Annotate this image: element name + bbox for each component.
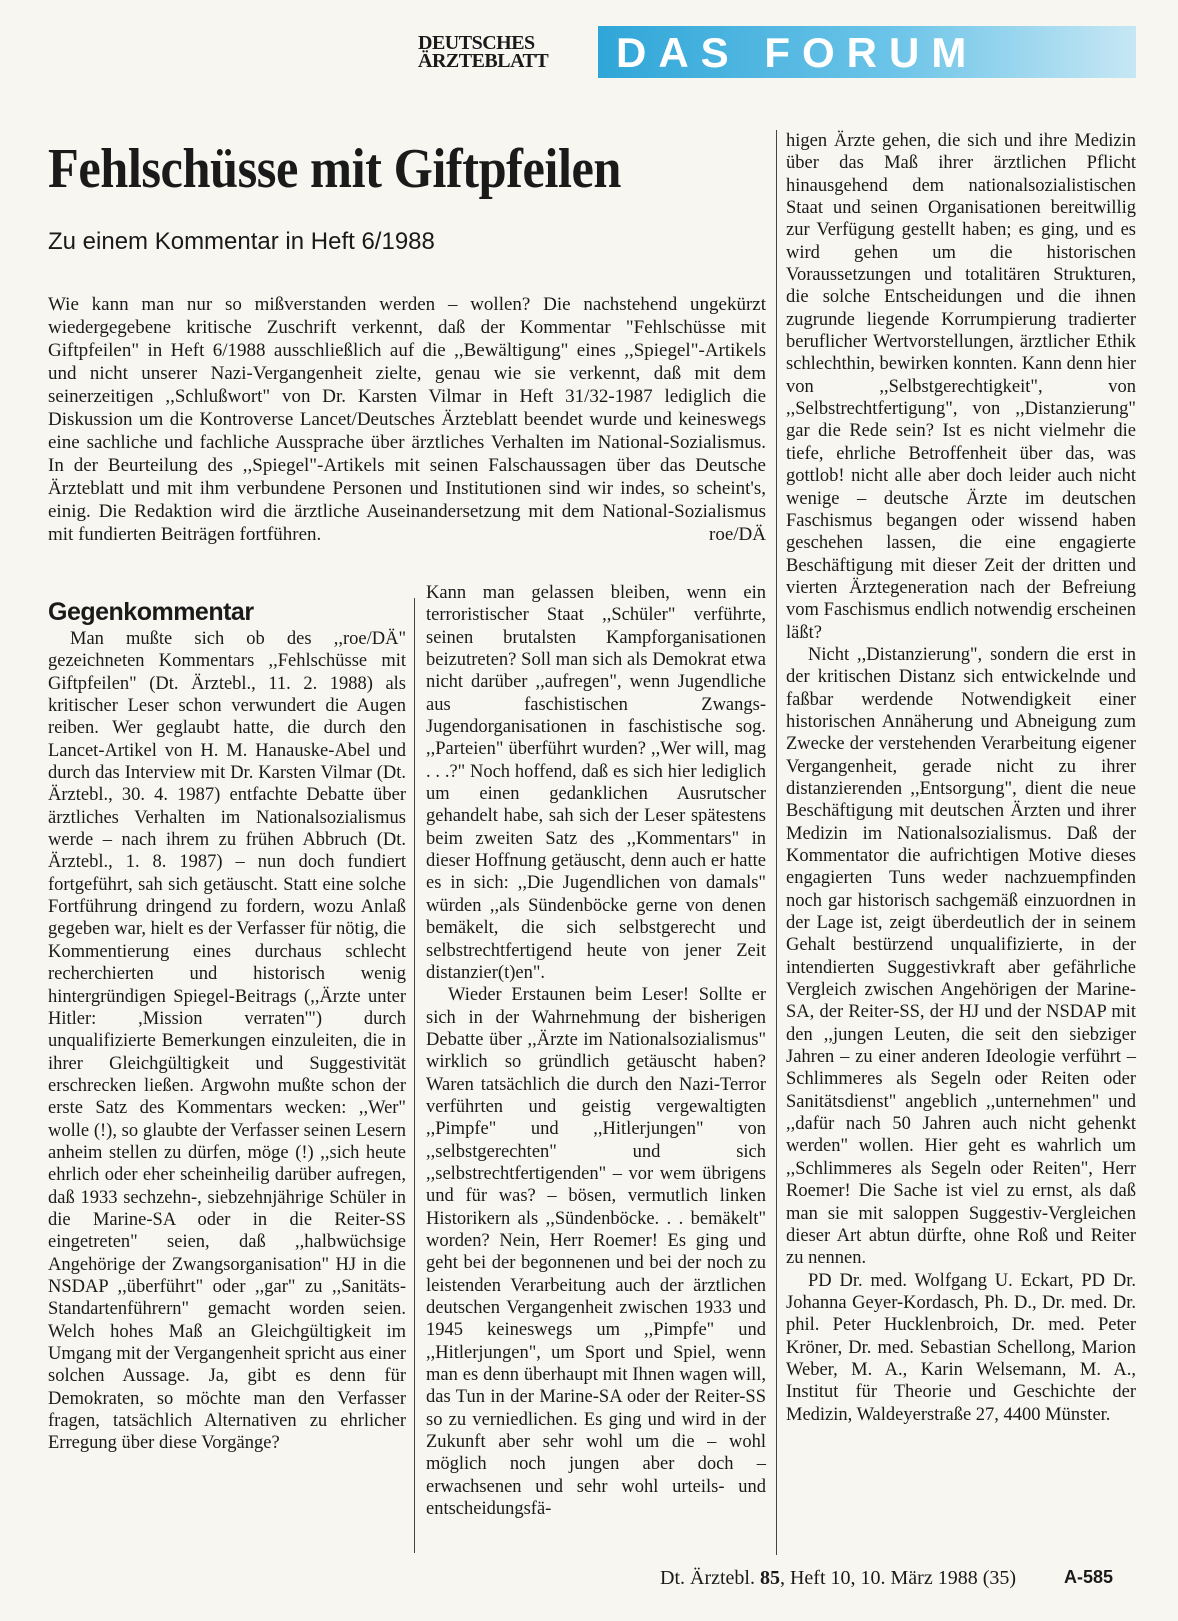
paragraph: Man mußte sich ob des ,,roe/DÄ" gezeichneten Kommentars ,,Fehlschüsse mit Giftpfeilen" (Dt. Ärztebl., 11. 2. 1988) als kritischer Leser schon verwundert die Augen reiben. Wer geglaubt hatte, die durch den Lancet-Artikel von H. M. Hanauske-Abel und durch das Interview mit Dr. Karsten Vilmar (Dt. Ärztebl., 30. 4. 1987) entfachte Debatte über ärztliches Verhalten im Nationalsozialismus werde – nach ihrem zu frühen Abbruch (Dt. Ärztebl., 1. 8. 1987) – nun doch fundiert fortgeführt, sah sich getäuscht. Statt eine solche Fortführung dringend zu fordern, wozu Anlaß gegeben war, hielt es der Verfasser für nötig, die Kommentierung eines durchaus schlecht recherchierten und historisch wenig hintergründigen Spiegel-Beitrags (,,Ärzte unter Hitler: ,Mission verraten'") durch unqualifizierte Bemerkungen einzuleiten, die in ihrer Gleichgültigkeit und Suggestivität erschrecken ließen. Argwohn mußte schon der erste Satz des Kommentars wecken: ,,Wer" wolle (!), so glaubte der Verfasser seinen Lesern anheim stellen zu dürfen, möge (!) ,,sich heute ehrlich oder eher scheinheilig darüber aufregen, daß 1933 sechzehn-, siebzehnjährige Schüler in die Marine-SA oder in die Reiter-SS eingetreten" seien, daß ,,halbwüchsige Angehörige der Zwangsorganisation" HJ in die NSDAP ,,überführt" oder ,,gar" zu ,,Sanitäts-Standartenführern" gemacht worden seien. Welch hohes Maß an Gleichgültigkeit im Umgang mit der Vergangenheit spricht aus einer solchen Aussage. Ja, gibt es denn für Demokraten, so möchte man den Verfasser fragen, tatsächlich Alternativen zu ehrlicher Erregung über diese Vorgänge? (48, 629, 406, 1454)
issue-date: , Heft 10, 10. März 1988 (35) (779, 1567, 1017, 1589)
masthead-line-1: DEUTSCHES (418, 32, 535, 54)
column-divider (414, 598, 415, 1553)
text-column-2 (426, 582, 766, 1520)
section-label: DAS FORUM (616, 29, 979, 76)
paragraph: higen Ärzte gehen, die sich und ihre Medizin über das Maß ihrer ärztlichen Pflicht hinausgehend dem nationalsozialistischen Staat und seinen Organisationen bereitwillig zur Verfügung gestellt haben; es ging, und es wird gehen um die historischen Voraussetzungen und totalitären Strukturen, die solche Entscheidungen und die ihnen zugrunde liegende Korrumpierung tradierter beruflicher Wertvorstellungen, ärztlicher Ethik schlechthin, bewirken konnten. Kann denn hier von ,,Selbstgerechtigkeit", von ,,Selbstrechtfertigung", von ,,Distanzierung" gar die Rede sein? Ist es nicht vielmehr die tiefe, ehrliche Betroffenheit über das, was gottlob! nicht alle aber doch leider auch nicht wenige – deutsche Ärzte im deutschen Faschismus begangen oder wissend haben geschehen lassen, die eine engagierte Beschäftigung mit dieser Zeit der dritten und vierten Ärztegeneration nach der Befreiung vom Faschismus endlich notwendig erscheinen läßt? (786, 131, 1136, 643)
article-subtitle: Zu einem Kommentar in Heft 6/1988 (48, 228, 435, 255)
page-footer (660, 1567, 1016, 1590)
author-signature: PD Dr. med. Wolfgang U. Eckart, PD Dr. Johanna Geyer-Kordasch, Ph. D., Dr. med. Dr. phil. Peter Hucklenbroich, Dr. med. Peter Kröner, Dr. med. Sebastian Schellong, Marion Weber, M. A., Karin Welsemann, M. A., Institut für Theorie und Geschichte der Medizin, Waldeyerstraße 27, 4400 Münster. (786, 1270, 1136, 1425)
intro-signature: roe/DÄ (709, 524, 766, 545)
section-band (598, 26, 1136, 78)
section-heading: Gegenkommentar (48, 598, 254, 626)
editorial-intro (48, 293, 766, 546)
page-number: A-585 (1064, 1567, 1114, 1587)
journal-masthead (418, 34, 598, 70)
text-column-1 (48, 628, 406, 1455)
article-title: Fehlschüsse mit Giftpfeilen (48, 138, 622, 200)
paragraph: Wieder Erstaunen beim Leser! Sollte er sich in der Wahrnehmung der bisherigen Debatte über ,,Ärzte im Nationalsozialismus" wirklich so gründlich getäuscht haben? Waren tatsächlich die durch den Nazi-Terror verführten und geistig vergewaltigten ,,Pimpfe" und ,,Hitlerjungen" von ,,selbstgerechten" und sich ,,selbstrechtfertigenden" – vor wem übrigens und für was? – bösen, vermutlich linken Historikern als ,,Sündenböcke. . . bemäkelt" worden? Nein, Herr Roemer! Es ging und geht bei der begonnenen und bei der noch zu leistenden Verarbeitung auch der ärztlichen deutschen Vergangenheit zwischen 1933 und 1945 keineswegs um ,,Pimpfe" und ,,Hitlerjungen", um Sport und Spiel, wenn man es denn überhaupt mit Ihnen wagen will, das Tun in der Marine-SA oder der Reiter-SS so zu verniedlichen. Es ging und wird in der Zukunft aber sehr wohl um die – wohl möglich noch jungen aber doch – erwachsenen und sehr wohl urteils- und entscheidungsfä- (426, 985, 766, 1520)
masthead-line-2: ÄRZTEBLATT (418, 50, 549, 72)
intro-text: Wie kann man nur so mißverstanden werden – wollen? Die nachstehend ungekürzt wiedergegebene kritische Zuschrift verkennt, daß der Kommentar "Fehlschüsse mit Giftpfeilen" in Heft 6/1988 ausschließlich auf die ,,Bewältigung" eines ,,Spiegel"-Artikels und nicht unserer Nazi-Vergangenheit zielte, genau wie sie verkennt, daß mit dem seinerzeitigen ,,Schlußwort" von Dr. Karsten Vilmar in Heft 31/32-1987 lediglich die Diskussion um die Kontroverse Lancet/Deutsches Ärzteblatt beendet wurde und keineswegs eine sachliche und fachliche Aussprache über ärztliches Verhalten im National-Sozialismus. In der Beurteilung des ,,Spiegel"-Artikels mit seinen Falschaussagen über das Deutsche Ärzteblatt und mit ihm verbundene Personen und Institutionen sind wir indes, so scheint's, einig. Die Redaktion wird die ärztliche Auseinandersetzung mit dem National-Sozialismus mit fundierten Beiträgen fortführen. (48, 294, 766, 545)
column-divider (776, 130, 777, 1555)
journal-volume: 85 (759, 1567, 780, 1589)
journal-name: Dt. Ärztebl. (660, 1567, 760, 1589)
text-column-3 (786, 130, 1136, 1426)
paragraph: Kann man gelassen bleiben, wenn ein terroristischer Staat ,,Schüler" verführte, seinen brutalsten Kampforganisationen beizutreten? Soll man sich als Demokrat etwa nicht darüber ,,aufregen", wenn Jugendliche aus faschistischen Zwangs-Jugendorganisationen in faschistische sog. ,,Parteien" überführt wurden? ,,Wer will, mag . . .?" Noch hoffend, daß es sich hier lediglich um einen gedanklichen Ausrutscher gehandelt habe, sah sich der Leser spätestens beim zweiten Satz des ,,Kommentars" in dieser Hoffnung getäuscht, denn auch er hatte es in sich: ,,Die Jugendlichen von damals" würden ,,als Sündenböcke gerne von denen bemäkelt, die sich selbstgerecht und selbstrechtfertigend heute von jener Zeit distanzier(t)en". (426, 583, 766, 983)
paragraph: Nicht ,,Distanzierung", sondern die erst in der kritischen Distanz sich entwickelnde und faßbar werdende Notwendigkeit einer historischen Annäherung und Abneigung zum Zwecke der verstehenden Verarbeitung eigener Vergangenheit, gerade nicht zu ihrer distanzierenden ,,Entsorgung", dient die neue Beschäftigung mit deutschen Ärzten und ihrer Medizin im Nationalsozialismus. Daß der Kommentator die aufrichtigen Motive dieses engagierten Tuns weder nachzuempfinden noch gar historisch sachgemäß einzuordnen in der Lage ist, zeigt überdeutlich der in seinem Gehalt bestürzend unqualifizierte, in der intendierten Suggestivkraft aber gefährliche Vergleich zwischen Angehörigen der Marine-SA, der Reiter-SS, der HJ und der NSDAP mit den ,,jungen Leuten, die seit den siebziger Jahren – zu einer anderen Ideologie verführt – Schlimmeres als Segeln oder Reiten oder Sanitätsdienst" angeblich ,,unternehmen" und ,,dafür nach 50 Jahren auch nicht gehenkt werden" wollen. Hier geht es wahrlich um ,,Schlimmeres als Segeln oder Reiten", Herr Roemer! Die Sache ist viel zu ernst, als daß man sie mit saloppen Suggestiv-Vergleichen dieser Art abtun dürfte, ohne Roß und Reiter zu nennen. (786, 644, 1136, 1269)
